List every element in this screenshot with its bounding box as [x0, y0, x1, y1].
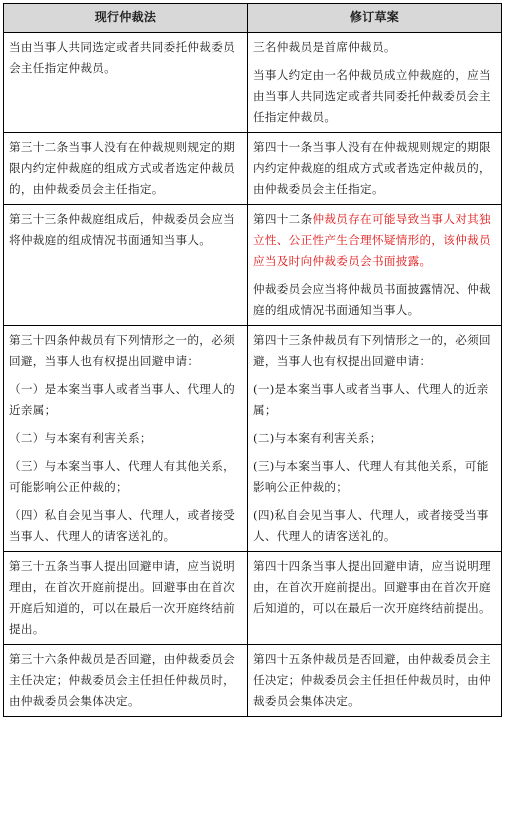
cell-revised [248, 133, 502, 205]
paragraph: 仲裁委员会应当将仲裁员书面披露情况、仲裁庭的组成情况书面通知当事人。 [253, 282, 491, 317]
paragraph: 第四十一条当事人没有在仲裁规则规定的期限内约定仲裁庭的组成方式或者选定仲裁员的，由仲裁委员会主任指定。 [253, 140, 491, 196]
table-row [4, 133, 502, 205]
cell-current [4, 205, 248, 326]
cell-revised [248, 645, 502, 717]
table-row [4, 205, 502, 326]
cell-revised [248, 326, 502, 552]
paragraph: （一）是本案当事人或者当事人、代理人的近亲属； [9, 382, 235, 417]
paragraph: （三）与本案当事人、代理人有其他关系，可能影响公正仲裁的； [9, 459, 235, 494]
header-current-law: 现行仲裁法 [4, 4, 248, 33]
paragraph: （四）私自会见当事人、代理人，或者接受当事人、代理人的请客送礼的。 [9, 508, 235, 543]
cell-current [4, 33, 248, 133]
cell-current [4, 552, 248, 645]
header-row [4, 4, 502, 33]
article-number: 第四十二条 [253, 212, 313, 226]
comparison-table [3, 3, 502, 717]
paragraph: 第三十五条当事人提出回避申请，应当说明理由，在首次开庭前提出。回避事由在首次开庭后知道的，可以在最后一次开庭终结前提出。 [9, 559, 235, 636]
paragraph [253, 209, 497, 272]
paragraph: (一)是本案当事人或者当事人、代理人的近亲属； [253, 382, 489, 417]
cell-current [4, 645, 248, 717]
table-row [4, 326, 502, 552]
paragraph: (三)与本案当事人、代理人有其他关系，可能影响公正仲裁的； [253, 459, 489, 494]
paragraph: 第三十六条仲裁员是否回避，由仲裁委员会主任决定；仲裁委员会主任担任仲裁员时，由仲裁委员会集体决定。 [9, 652, 235, 708]
paragraph: 第三十二条当事人没有在仲裁规则规定的期限内约定仲裁庭的组成方式或者选定仲裁员的，由仲裁委员会主任指定。 [9, 140, 235, 196]
cell-revised [248, 552, 502, 645]
paragraph: （二）与本案有利害关系； [9, 431, 152, 445]
paragraph: 第四十四条当事人提出回避申请，应当说明理由，在首次开庭前提出。回避事由在首次开庭后知道的，可以在最后一次开庭终结前提出。 [253, 559, 491, 615]
paragraph: 第三十三条仲裁庭组成后，仲裁委员会应当将仲裁庭的组成情况书面通知当事人。 [9, 212, 235, 247]
paragraph: 当由当事人共同选定或者共同委托仲裁委员会主任指定仲裁员。 [9, 40, 235, 75]
paragraph: (四)私自会见当事人、代理人，或者接受当事人、代理人的请客送礼的。 [253, 508, 489, 543]
paragraph: 第四十三条仲裁员有下列情形之一的，必须回避，当事人也有权提出回避申请： [253, 333, 491, 368]
paragraph: 第三十四条仲裁员有下列情形之一的，必须回避，当事人也有权提出回避申请： [9, 333, 235, 368]
table-row [4, 33, 502, 133]
paragraph: 第四十五条仲裁员是否回避，由仲裁委员会主任决定；仲裁委员会主任担任仲裁员时，由仲裁委员会集体决定。 [253, 652, 491, 708]
table-row [4, 552, 502, 645]
paragraph: 三名仲裁员是首席仲裁员。 [253, 40, 396, 54]
paragraph: 当事人约定由一名仲裁员成立仲裁庭的，应当由当事人共同选定或者共同委托仲裁委员会主任指定仲裁员。 [253, 68, 491, 124]
table-row [4, 645, 502, 717]
paragraph: (二)与本案有利害关系； [253, 431, 382, 445]
added-text-highlight: 仲裁员存在可能导致当事人对其独立性、公正性产生合理怀疑情形的，该仲裁员应当及时向仲裁委员会书面披露。 [253, 212, 491, 268]
cell-revised [248, 205, 502, 326]
cell-current [4, 133, 248, 205]
cell-current [4, 326, 248, 552]
cell-revised [248, 33, 502, 133]
header-revised-draft: 修订草案 [248, 4, 502, 33]
